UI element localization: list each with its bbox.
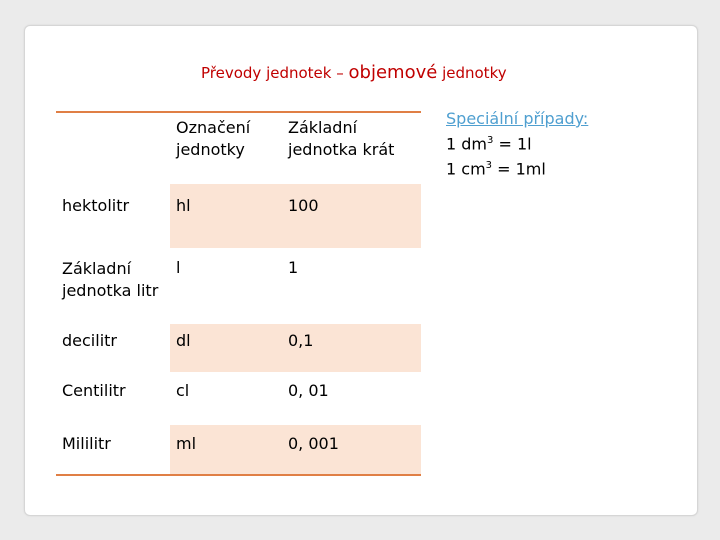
table-row	[56, 184, 421, 248]
unit-symbol-cell: l	[176, 258, 181, 277]
units-table	[56, 111, 421, 476]
table-row	[56, 425, 421, 475]
unit-symbol-cell: cl	[176, 381, 190, 400]
header-cell-symbol: Označení jednotky	[170, 112, 282, 184]
table-row	[56, 372, 421, 425]
special-case-line-1	[446, 130, 588, 155]
header-cell-name	[56, 112, 170, 184]
title-part-3: jednotky	[437, 64, 507, 82]
special-line-2-exponent: 3	[485, 160, 493, 172]
special-case-line-2	[446, 155, 588, 180]
title-part-1: Převody jednotek –	[201, 64, 349, 82]
special-cases-link[interactable]: Speciální případy:	[446, 109, 589, 128]
unit-factor-cell: 0, 01	[288, 381, 329, 400]
unit-symbol-cell: dl	[170, 324, 282, 372]
unit-symbol-cell: ml	[170, 425, 282, 475]
unit-name-cell: Základní jednotka litr	[62, 259, 159, 300]
special-line-2-text: 1 cm	[446, 159, 486, 179]
unit-factor-cell: 100	[282, 184, 421, 248]
unit-name-cell: Centilitr	[62, 381, 126, 400]
unit-factor-cell: 0, 001	[282, 425, 421, 475]
special-line-1-result: = 1l	[493, 134, 532, 154]
unit-name-cell: decilitr	[56, 324, 170, 372]
special-line-1-exponent: 3	[487, 135, 494, 146]
special-line-1-text: 1 dm	[446, 134, 488, 154]
special-line-2-result: = 1ml	[492, 159, 546, 179]
title-part-2: objemové	[348, 62, 438, 83]
header-cell-factor: Základní jednotka krát	[282, 112, 421, 184]
table-row	[56, 324, 421, 372]
special-cases-box	[446, 108, 588, 181]
unit-name-cell: hektolitr	[56, 184, 170, 248]
unit-factor-cell: 0,1	[282, 324, 421, 372]
unit-symbol-cell: hl	[170, 184, 282, 248]
unit-factor-cell: 1	[288, 258, 299, 277]
page-title	[0, 62, 720, 83]
unit-name-cell: Mililitr	[56, 425, 170, 475]
table-row	[56, 248, 421, 324]
table-header-row	[56, 112, 421, 184]
